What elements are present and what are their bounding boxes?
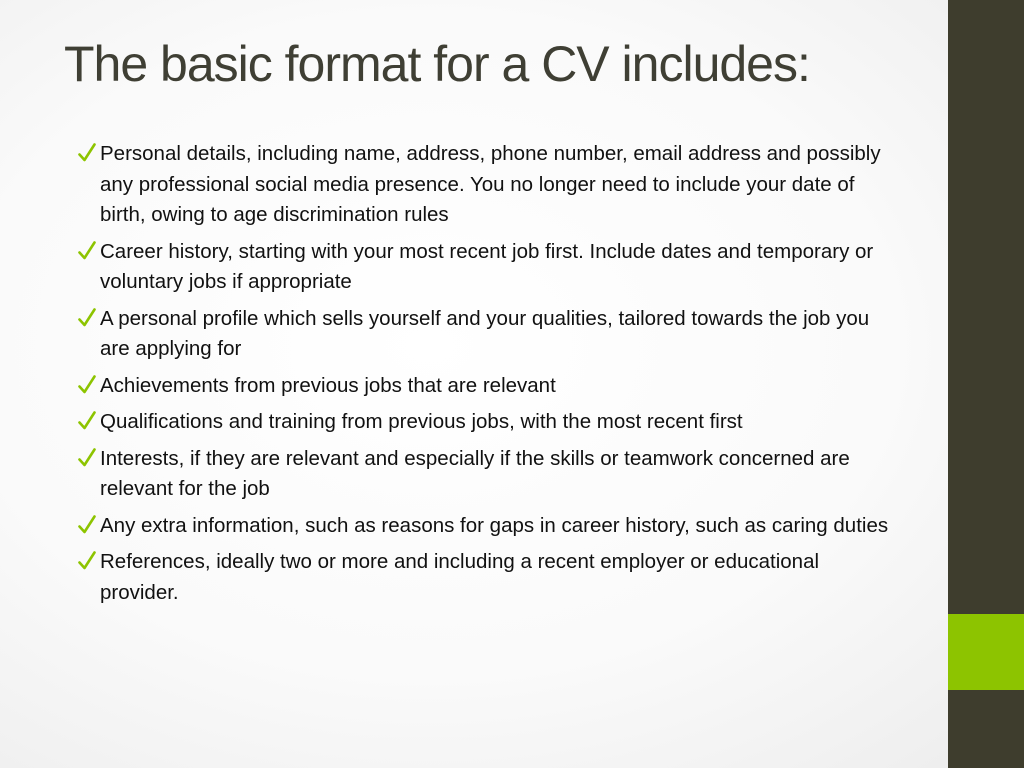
bullet-item bbox=[78, 444, 900, 505]
bullet-list bbox=[78, 139, 900, 614]
bullet-item bbox=[78, 237, 900, 298]
bullet-item bbox=[78, 139, 900, 231]
slide-title: The basic format for a CV includes: bbox=[64, 36, 810, 92]
check-icon bbox=[78, 142, 96, 164]
sidebar-accent-block bbox=[948, 614, 1024, 690]
bullet-item bbox=[78, 547, 900, 608]
check-icon bbox=[78, 240, 96, 262]
bullet-text: A personal profile which sells yourself and your qualities, tailored towards the job you are applying for bbox=[100, 306, 870, 360]
bullet-text: Any extra information, such as reasons for gaps in career history, such as caring duties bbox=[100, 513, 889, 537]
bullet-text: Qualifications and training from previous jobs, with the most recent first bbox=[100, 410, 743, 433]
check-icon bbox=[78, 447, 96, 469]
bullet-text: Interests, if they are relevant and especially if the skills or teamwork concerned are relevant for the job bbox=[100, 446, 850, 500]
bullet-item bbox=[78, 371, 900, 402]
bullet-text: Achievements from previous jobs that are relevant bbox=[100, 373, 556, 397]
bullet-item bbox=[78, 407, 900, 438]
bullet-item bbox=[78, 511, 900, 542]
bullet-text: References, ideally two or more and including a recent employer or educational provider. bbox=[100, 550, 820, 604]
bullet-text: Personal details, including name, address, phone number, email address and possibly any professional social media presence. You no longer need to include your date of birth, owing to age discrimination rules bbox=[100, 142, 881, 226]
check-icon bbox=[78, 410, 96, 432]
check-icon bbox=[78, 374, 96, 396]
bullet-item bbox=[78, 304, 900, 365]
check-icon bbox=[78, 550, 96, 572]
bullet-text: Career history, starting with your most recent job first. Include dates and temporary or voluntary jobs if appropriate bbox=[100, 239, 874, 293]
check-icon bbox=[78, 514, 96, 536]
check-icon bbox=[78, 307, 96, 329]
